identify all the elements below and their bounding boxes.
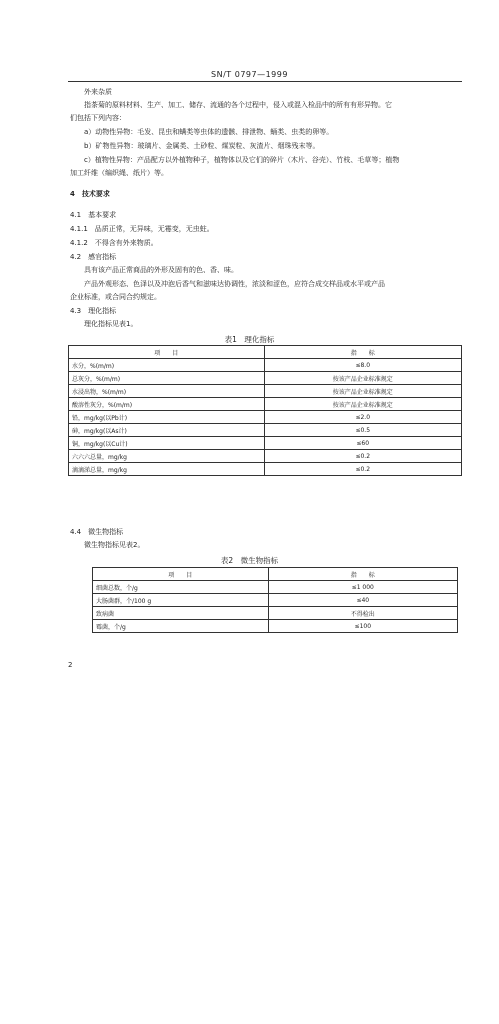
table-cell-item: 铜，mg/kg(以Cu计) <box>69 437 265 450</box>
table-row <box>93 594 458 607</box>
table-cell-item: 铅，mg/kg(以Pb计) <box>69 411 265 424</box>
table-2-header-row <box>93 568 458 581</box>
section-4-3-para: 理化指标见表1。 <box>84 320 138 328</box>
table-1 <box>68 345 462 476</box>
table-1-header-item: 项 目 <box>69 346 265 359</box>
table-cell-item: 霉菌，个/g <box>93 620 269 633</box>
table-cell-item: 滴滴涕总量，mg/kg <box>69 463 265 476</box>
table-cell-value: ≤0.5 <box>264 424 462 437</box>
table-cell-item: 细菌总数，个/g <box>93 581 269 594</box>
table-cell-item: 致病菌 <box>93 607 269 620</box>
section-4-4: 4.4 微生物指标 <box>70 528 124 536</box>
table-2-header-item: 项 目 <box>93 568 269 581</box>
section-4-1-1: 4.1.1 品质正常，无异味，无霉变，无虫蛀。 <box>70 225 214 233</box>
definition-line-1: 指茶菊的原料材料、生产、加工、储存、流通的各个过程中，侵入或混入检品中的所有有形异物。它 <box>84 101 392 109</box>
table-cell-value: ≤100 <box>268 620 457 633</box>
table-1-header-row <box>69 346 462 359</box>
table-cell-item: 水分，%(m/m) <box>69 359 265 372</box>
header-rule <box>68 81 462 82</box>
item-b: b）矿物性异物：玻璃片、金属类、土砂粒、煤炭粒、灰渣片、烟珠残末等。 <box>84 142 320 150</box>
table-row <box>69 437 462 450</box>
section-4-2-para-1: 具有该产品正常商品的外形及固有的色、香、味。 <box>84 266 238 274</box>
section-4-2: 4.2 感官指标 <box>70 253 117 261</box>
section-4-title: 4 技术要求 <box>70 190 110 198</box>
term-heading: 外来杂质 <box>84 88 112 96</box>
table-row <box>69 411 462 424</box>
table-cell-item: 砷，mg/kg(以As计) <box>69 424 265 437</box>
table-2-header-value: 指 标 <box>268 568 457 581</box>
table-row <box>93 581 458 594</box>
table-cell-value: 按该产品企业标准规定 <box>264 398 462 411</box>
table-cell-value: ≤0.2 <box>264 450 462 463</box>
section-4-3: 4.3 理化指标 <box>70 307 117 315</box>
section-4-1: 4.1 基本要求 <box>70 211 117 219</box>
table-row <box>69 372 462 385</box>
page-number: 2 <box>68 661 73 669</box>
table-cell-value: 按该产品企业标准规定 <box>264 372 462 385</box>
table-cell-value: ≤2.0 <box>264 411 462 424</box>
table-cell-item: 大肠菌群，个/100 g <box>93 594 269 607</box>
item-c-line-1: c）植物性异物：产品配方以外植物种子，植物体以及它们的碎片（木片、谷壳）、竹枝、毛草等；植物 <box>84 156 400 164</box>
table-1-caption: 表1 理化指标 <box>224 335 275 344</box>
table-cell-item: 酸溶性灰分，%(m/m) <box>69 398 265 411</box>
table-1-header-value: 指 标 <box>264 346 462 359</box>
table-row <box>93 620 458 633</box>
table-row <box>69 424 462 437</box>
table-cell-value: 按该产品企业标准规定 <box>264 385 462 398</box>
table-row <box>69 398 462 411</box>
section-4-4-para: 微生物指标见表2。 <box>84 541 145 549</box>
table-cell-item: 总灰分，%(m/m) <box>69 372 265 385</box>
table-cell-value: ≤40 <box>268 594 457 607</box>
table-row <box>69 450 462 463</box>
item-c-line-2: 加工纤维（编织绳、纸片）等。 <box>70 169 168 177</box>
table-cell-value: ≤60 <box>264 437 462 450</box>
table-cell-value: ≤8.0 <box>264 359 462 372</box>
table-2-caption: 表2 微生物指标 <box>220 556 279 565</box>
table-cell-item: 六六六总量，mg/kg <box>69 450 265 463</box>
table-cell-value: 不得检出 <box>268 607 457 620</box>
table-row <box>69 463 462 476</box>
item-a: a）动物性异物：毛发、昆虫和螨类等虫体的遗骸、排泄物、蛹类、虫类的卵等。 <box>84 128 334 136</box>
table-row <box>69 385 462 398</box>
table-cell-value: ≤1 000 <box>268 581 457 594</box>
section-4-2-para-2-line-2: 企业标准，或合同合约规定。 <box>70 293 161 301</box>
definition-line-2: 们包括下列内容： <box>70 114 126 122</box>
table-row <box>69 359 462 372</box>
table-row <box>93 607 458 620</box>
section-4-1-2: 4.1.2 不得含有外来物质。 <box>70 239 158 247</box>
section-4-2-para-2-line-1: 产品外观形态、色泽以及冲泡后香气和滋味达协调性，浓淡和涩色，应符合成交样品或水平或产品 <box>84 280 385 288</box>
table-cell-item: 水浸出物，%(m/m) <box>69 385 265 398</box>
table-2 <box>92 567 458 633</box>
table-cell-value: ≤0.2 <box>264 463 462 476</box>
standard-code: SN/T 0797—1999 <box>211 70 288 79</box>
